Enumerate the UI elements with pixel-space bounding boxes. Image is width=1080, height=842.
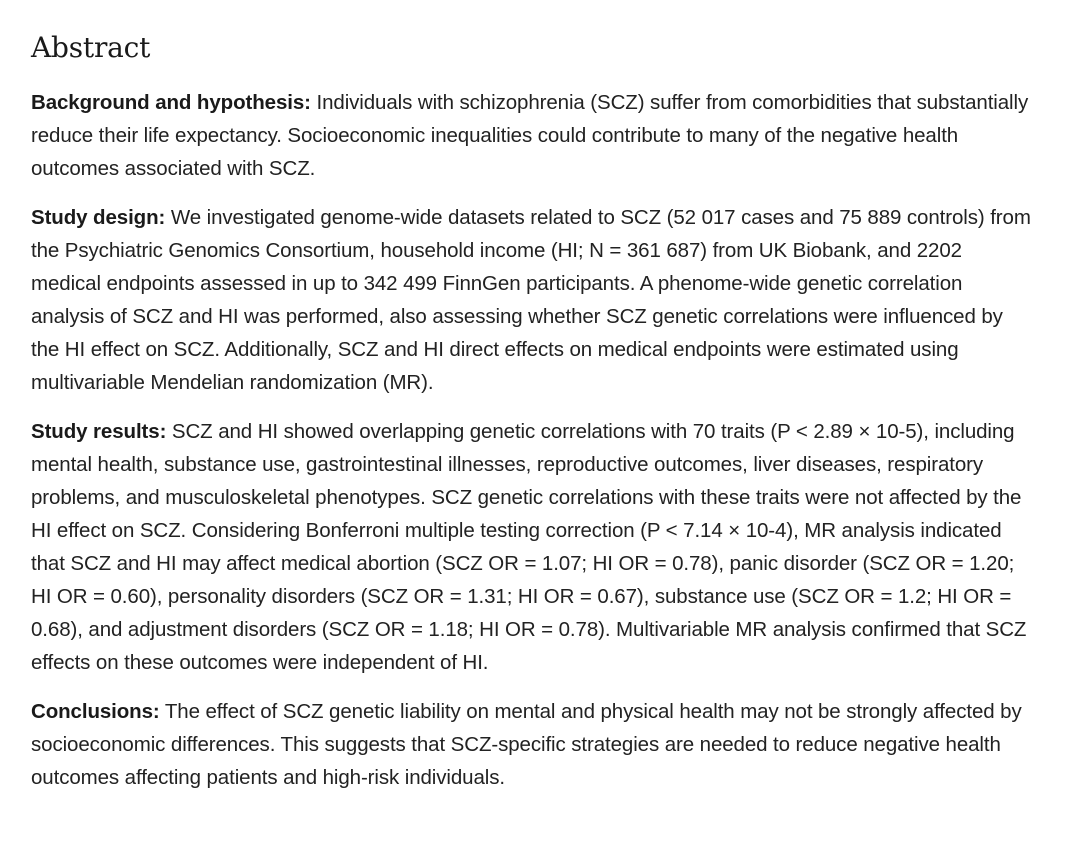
section-label-background: Background and hypothesis: [31,91,311,114]
section-text-study-design: We investigated genome-wide datasets related to SCZ (52 017 cases and 75 889 controls) from the Psychiatric Genomics Consortium, household income (HI; N = 361 687) from UK Biobank, and 2202 medical endpoints assessed in up to 342 499 FinnGen participants. A phenome-wide genetic correlation analysis of SCZ and HI was performed, also assessing whether SCZ genetic correlations were influenced by the HI effect on SCZ. Additionally, SCZ and HI direct effects on medical endpoints were estimated using multivariable Mendelian randomization (MR). [31,206,1031,394]
section-text-study-results: SCZ and HI showed overlapping genetic correlations with 70 traits (P < 2.89 × 10-5), including mental health, substance use, gastrointestinal illnesses, reproductive outcomes, liver diseases, respiratory problems, and musculoskeletal phenotypes. SCZ genetic correlations with these traits were not affected by the HI effect on SCZ. Considering Bonferroni multiple testing correction (P < 7.14 × 10-4), MR analysis indicated that SCZ and HI may affect medical abortion (SCZ OR = 1.07; HI OR = 0.78), panic disorder (SCZ OR = 1.20; HI OR = 0.60), personality disorders (SCZ OR = 1.31; HI OR = 0.67), substance use (SCZ OR = 1.2; HI OR = 0.68), and adjustment disorders (SCZ OR = 1.18; HI OR = 0.78). Multivariable MR analysis confirmed that SCZ effects on these outcomes were independent of HI. [31,420,1027,674]
abstract-section-study-design [31,201,1031,399]
abstract-section-conclusions [31,695,1031,794]
section-label-study-design: Study design: [31,206,166,229]
abstract-section-study-results [31,415,1031,679]
abstract-heading: Abstract [31,31,151,64]
section-text-conclusions: The effect of SCZ genetic liability on mental and physical health may not be strongly affected by socioeconomic differences. This suggests that SCZ-specific strategies are needed to reduce negative health outcomes affecting patients and high-risk individuals. [31,700,1022,789]
abstract-container [31,26,1031,810]
section-label-conclusions: Conclusions: [31,700,160,723]
section-label-study-results: Study results: [31,420,167,443]
section-text-background: Individuals with schizophrenia (SCZ) suffer from comorbidities that substantially reduce their life expectancy. Socioeconomic inequalities could contribute to many of the negative health outcomes associated with SCZ. [31,91,1029,180]
abstract-section-background [31,86,1031,185]
